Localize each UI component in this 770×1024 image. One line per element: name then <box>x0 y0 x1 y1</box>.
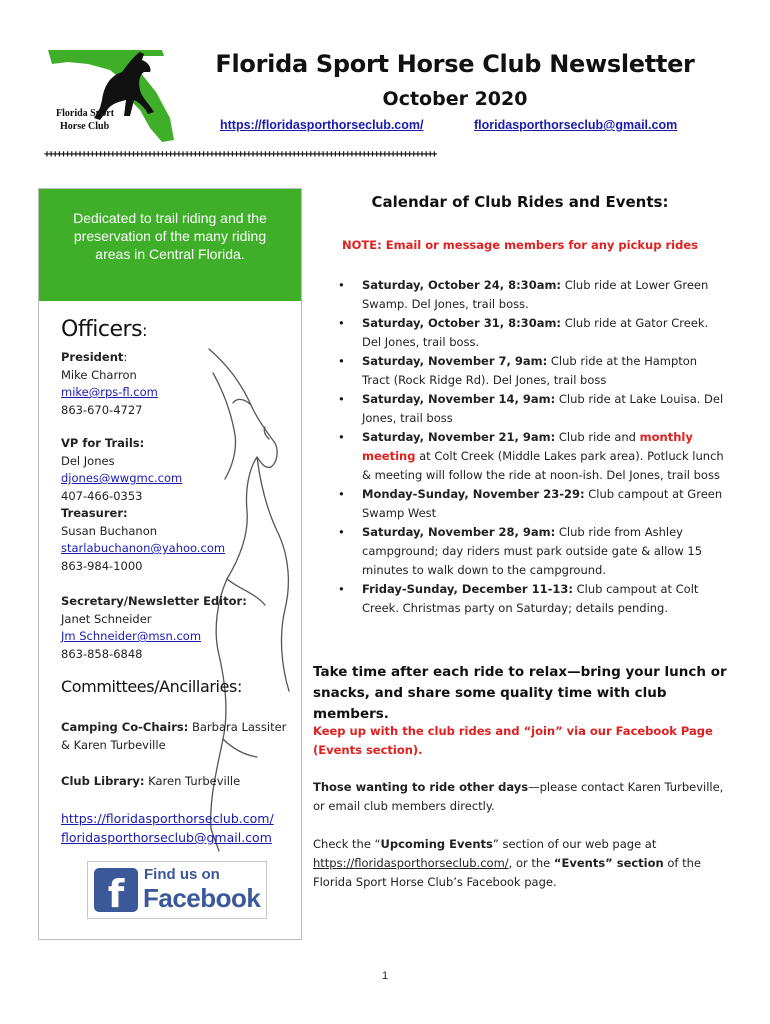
tagline-line: preservation of the many riding <box>73 228 267 244</box>
monthly-meeting-highlight: monthly meeting <box>362 430 693 463</box>
list-item <box>336 276 728 314</box>
president-colon: : <box>123 350 128 364</box>
camping-names-cont: & Karen Turbeville <box>61 737 166 752</box>
camping-block <box>61 719 286 754</box>
list-item <box>336 314 728 352</box>
sidebar <box>38 188 302 940</box>
event-desc: Club campout at Green Swamp West <box>362 487 723 520</box>
page-number: 1 <box>381 970 389 982</box>
event-desc: Club ride at Gator Creek. Del Jones, trail boss. <box>362 316 709 349</box>
facebook-badge[interactable] <box>87 861 267 919</box>
officers-heading-text: Officers <box>61 317 143 342</box>
other-days-paragraph <box>313 778 733 816</box>
check-text: of the Florida Sport Horse Club’s Facebook page. <box>313 856 701 889</box>
event-desc: Club ride from Ashley campground; day riders must park outside gate & allow 15 minutes to walk down to the campground. <box>362 525 703 577</box>
sidebar-email-link[interactable]: floridasporthorseclub@gmail.com <box>61 830 272 845</box>
vp-phone: 407-466-0353 <box>61 488 143 503</box>
check-text: ” section of our web page at <box>492 837 657 851</box>
list-item <box>336 485 728 523</box>
event-desc: Club ride and <box>555 430 640 444</box>
list-item <box>336 428 728 485</box>
logo-text-line2: Horse Club <box>60 121 110 132</box>
president-name: Mike Charron <box>61 367 137 382</box>
president-email-link[interactable]: mike@rps-fl.com <box>61 385 158 399</box>
body-website-link[interactable]: https://floridasporthorseclub.com/ <box>313 856 509 870</box>
event-when: Friday-Sunday, December 11-13: <box>362 582 573 596</box>
event-desc: Club ride at Lower Green Swamp. Del Jones, trail boss. <box>362 278 709 311</box>
events-section-bold: “Events” section <box>553 856 664 870</box>
tagline-line: Dedicated to trail riding and the <box>73 210 267 226</box>
treasurer-phone: 863-984-1000 <box>61 558 143 573</box>
officers-heading <box>61 317 147 342</box>
facebook-note-paragraph <box>313 722 733 760</box>
check-text: , or the <box>508 856 554 870</box>
president-phone: 863-670-4727 <box>61 402 143 417</box>
other-days-text: —please contact Karen Turbeville, or email club members directly. <box>313 780 724 813</box>
facebook-wordmark: Facebook <box>143 883 261 913</box>
secretary-block <box>61 593 247 663</box>
header-website-link[interactable]: https://floridasporthorseclub.com/ <box>220 118 424 132</box>
event-when: Saturday, November 14, 9am: <box>362 392 556 406</box>
event-when: Saturday, October 31, 8:30am: <box>362 316 562 330</box>
newsletter-date: October 2020 <box>382 88 528 110</box>
facebook-find-text: Find us on <box>144 866 220 883</box>
newsletter-title: Florida Sport Horse Club Newsletter <box>215 50 695 78</box>
vp-label: VP for Trails: <box>61 436 145 450</box>
camping-label: Camping Co-Chairs: <box>61 720 189 734</box>
treasurer-name: Susan Buchanon <box>61 523 158 538</box>
vp-email-link[interactable]: djones@wwgmc.com <box>61 471 183 485</box>
sidebar-website-link[interactable]: https://floridasporthorseclub.com/ <box>61 811 274 826</box>
camping-names: Barbara Lassiter <box>188 720 287 734</box>
check-text: Check the “ <box>313 837 381 851</box>
list-item <box>336 580 728 618</box>
pickup-note: NOTE: Email or message members for any pickup rides <box>342 238 698 252</box>
event-desc: Club campout at Colt Creek. Christmas party on Saturday; details pending. <box>362 582 699 615</box>
tagline <box>51 209 289 263</box>
event-desc-cont: at Colt Creek (Middle Lakes park area). Potluck lunch & meeting will follow the ride at noon-ish. Del Jones, trail boss <box>362 449 724 482</box>
event-when: Saturday, November 21, 9am: <box>362 430 556 444</box>
tagline-banner <box>39 189 301 301</box>
other-days-bold: Those wanting to ride other days <box>313 780 529 794</box>
tagline-line: areas in Central Florida. <box>95 246 245 262</box>
facebook-note-text: Keep up with the club rides and “join” via our Facebook Page (Events section). <box>313 724 713 757</box>
event-when: Saturday, November 28, 9am: <box>362 525 556 539</box>
event-when: Saturday, November 7, 9am: <box>362 354 548 368</box>
list-item <box>336 390 728 428</box>
header-email-link[interactable]: floridasporthorseclub@gmail.com <box>474 118 678 132</box>
check-events-paragraph <box>313 835 733 892</box>
facebook-icon: f <box>94 868 138 912</box>
secretary-phone: 863-858-6848 <box>61 646 143 661</box>
upcoming-events-bold: Upcoming Events <box>380 837 493 851</box>
library-block <box>61 773 240 791</box>
president-label: President <box>61 350 124 364</box>
club-logo <box>44 42 194 144</box>
sidebar-links <box>61 809 274 847</box>
event-desc: Club ride at the Hampton Tract (Rock Ridge Rd). Del Jones, trail boss <box>362 354 698 387</box>
vp-block <box>61 435 225 575</box>
vp-name: Del Jones <box>61 453 115 468</box>
event-desc: Club ride at Lake Louisa. Del Jones, trail boss <box>362 392 724 425</box>
library-name: Karen Turbeville <box>144 774 241 788</box>
secretary-name: Janet Schneider <box>61 611 152 626</box>
separator-line: +++++++++++++++++++++++++++++++++++++++++++++++++++++++++++++++++++++++++++++++++++++++++++++++ <box>44 149 436 160</box>
library-label: Club Library: <box>61 774 145 788</box>
treasurer-email-link[interactable]: starlabuchanon@yahoo.com <box>61 541 226 555</box>
officers-colon: : <box>142 321 147 340</box>
secretary-email-link[interactable]: Jm Schneider@msn.com <box>61 629 202 643</box>
calendar-title: Calendar of Club Rides and Events: <box>371 193 669 211</box>
list-item <box>336 352 728 390</box>
events-list <box>336 276 728 618</box>
secretary-label: Secretary/Newsletter Editor: <box>61 594 247 608</box>
event-when: Monday-Sunday, November 23-29: <box>362 487 585 501</box>
president-block <box>61 349 158 419</box>
committees-heading: Committees/Ancillaries: <box>61 677 242 696</box>
list-item <box>336 523 728 580</box>
event-when: Saturday, October 24, 8:30am: <box>362 278 562 292</box>
logo-text-line1: Florida Sport <box>56 108 115 119</box>
relax-paragraph: Take time after each ride to relax—bring your lunch or snacks, and share some quality time with club members. <box>313 664 727 722</box>
treasurer-label: Treasurer: <box>61 506 128 520</box>
